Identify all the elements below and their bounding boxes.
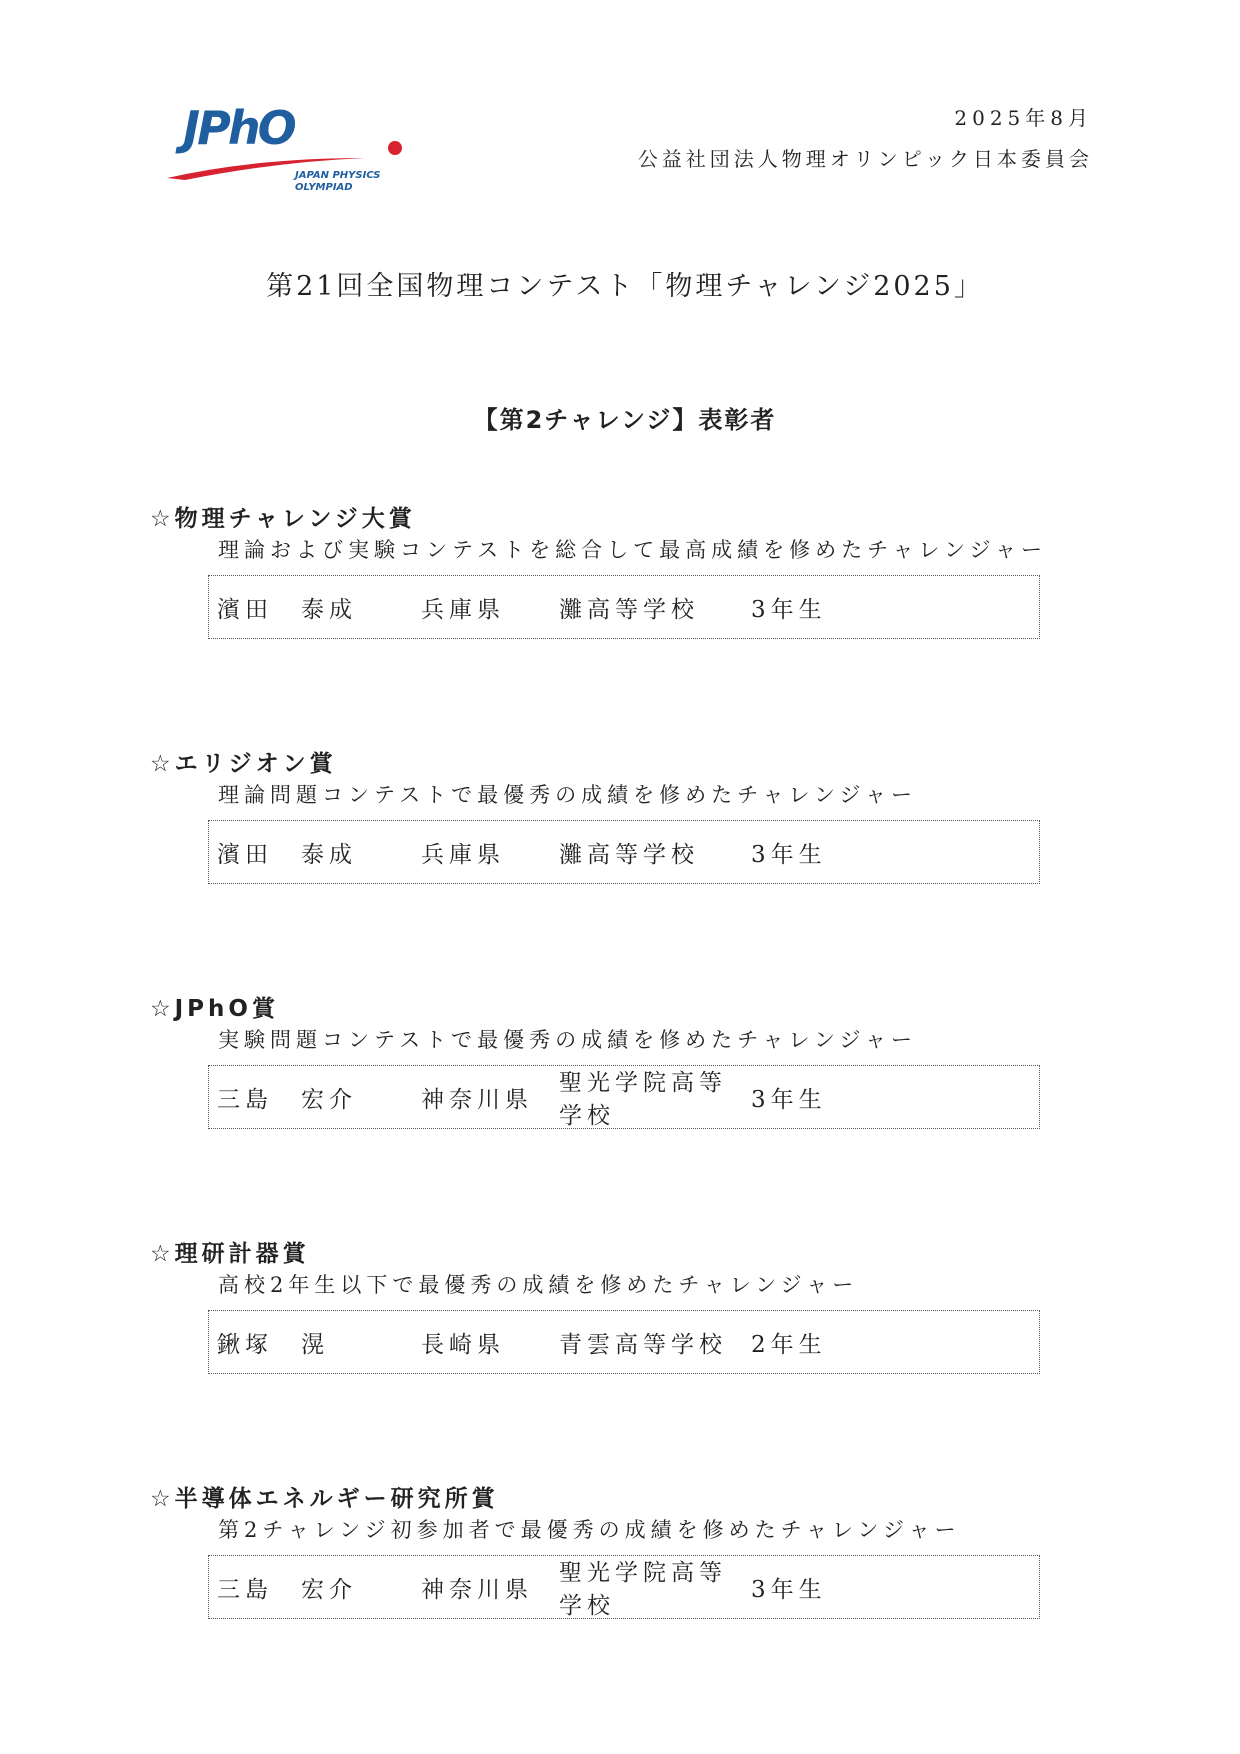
document-title: 第21回全国物理コンテスト「物理チャレンジ2025」	[266, 271, 984, 302]
winner-name: 鍬塚 滉	[217, 1331, 329, 1358]
logo-tagline-2: OLYMPIAD	[295, 182, 353, 193]
winner-school: 聖光学院高等学校	[559, 1560, 727, 1619]
winner-school: 灘高等学校	[559, 596, 699, 623]
winner-school: 青雲高等学校	[559, 1331, 727, 1358]
winner-prefecture: 長崎県	[421, 1331, 505, 1358]
logo-wordmark: JPhO	[183, 101, 294, 155]
winner-name: 濱田 泰成	[217, 596, 357, 623]
award-description: 第2チャレンジ初参加者で最優秀の成績を修めたチャレンジャー	[218, 1518, 961, 1542]
winner-school: 灘高等学校	[559, 841, 699, 868]
award-description: 高校2年生以下で最優秀の成績を修めたチャレンジャー	[218, 1273, 859, 1297]
winner-box	[208, 575, 1040, 639]
logo-tagline-1: JAPAN PHYSICS	[295, 170, 381, 181]
award-section	[150, 745, 1050, 884]
winner-box	[208, 1310, 1040, 1374]
issue-date: 2025年8月	[954, 106, 1093, 130]
award-description: 理論問題コンテストで最優秀の成績を修めたチャレンジャー	[218, 783, 918, 807]
winner-box	[208, 1065, 1040, 1129]
award-heading: ☆理研計器賞	[150, 1241, 310, 1267]
winner-grade: 3年生	[751, 841, 827, 868]
award-description: 実験問題コンテストで最優秀の成績を修めたチャレンジャー	[218, 1028, 918, 1052]
award-description: 理論および実験コンテストを総合して最高成績を修めたチャレンジャー	[218, 538, 1048, 562]
winner-grade: 3年生	[751, 1576, 827, 1603]
winner-name: 三島 宏介	[217, 1576, 357, 1603]
logo-dot	[388, 141, 402, 155]
award-heading: ☆物理チャレンジ大賞	[150, 506, 416, 532]
document-subtitle: 【第2チャレンジ】表彰者	[473, 406, 777, 434]
winner-box	[208, 1555, 1040, 1619]
winner-grade: 3年生	[751, 596, 827, 623]
winner-name: 三島 宏介	[217, 1086, 357, 1113]
jpho-logo	[165, 98, 415, 194]
organization-name: 公益社団法人物理オリンピック日本委員会	[637, 147, 1093, 171]
winner-name: 濱田 泰成	[217, 841, 357, 868]
award-heading: ☆JPhO賞	[150, 996, 279, 1022]
award-section	[150, 500, 1050, 639]
award-heading: ☆半導体エネルギー研究所賞	[150, 1486, 499, 1512]
winner-prefecture: 神奈川県	[421, 1576, 533, 1603]
winner-grade: 3年生	[751, 1086, 827, 1113]
winner-prefecture: 兵庫県	[421, 596, 505, 623]
winner-grade: 2年生	[751, 1331, 827, 1358]
award-section	[150, 1480, 1050, 1619]
winner-school: 聖光学院高等学校	[559, 1070, 727, 1129]
award-section	[150, 1235, 1050, 1374]
winner-prefecture: 兵庫県	[421, 841, 505, 868]
winner-box	[208, 820, 1040, 884]
award-section	[150, 990, 1050, 1129]
winner-prefecture: 神奈川県	[421, 1086, 533, 1113]
award-heading: ☆エリジオン賞	[150, 751, 337, 777]
